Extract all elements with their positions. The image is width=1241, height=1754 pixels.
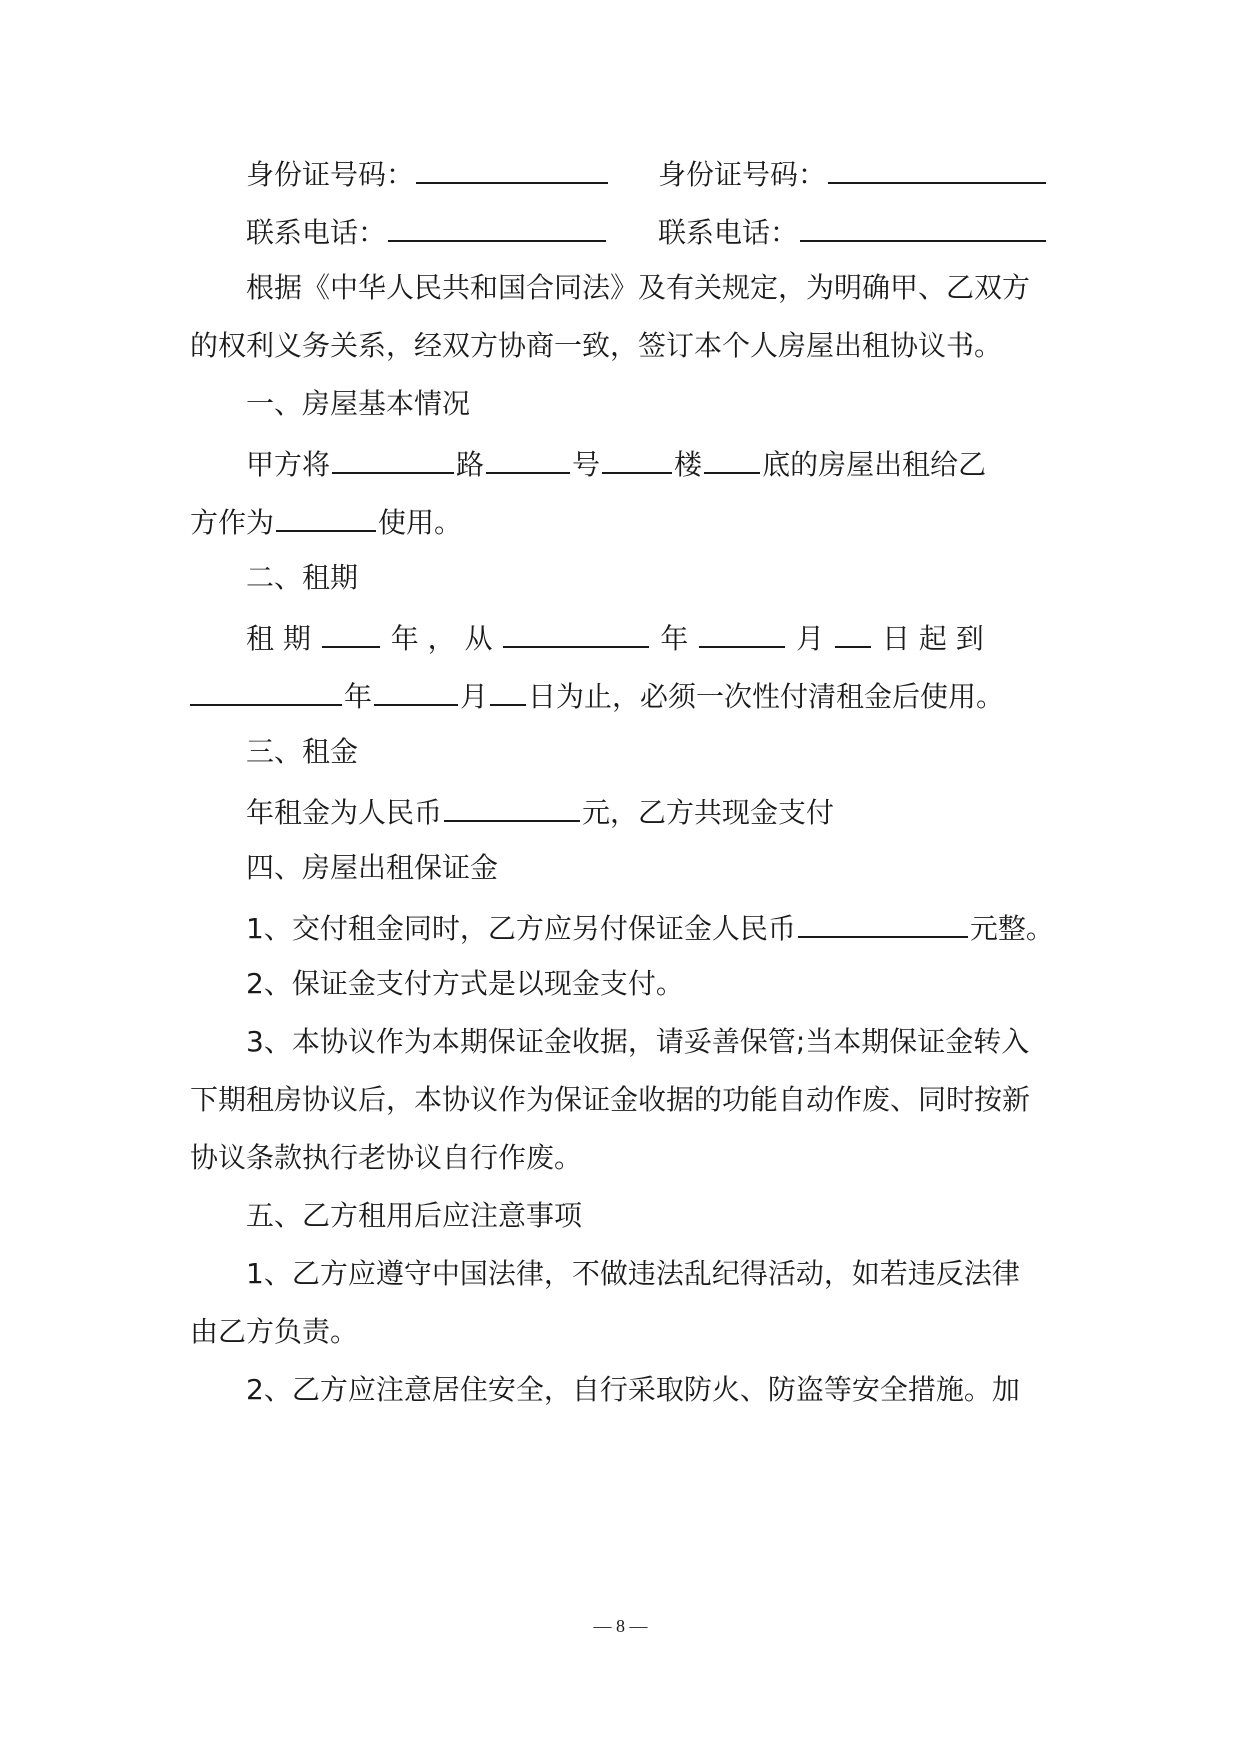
start-day-blank[interactable] — [835, 616, 871, 648]
intro-line-2: 的权利义务关系，经双方协商一致，签订本个人房屋出租协议书。 — [190, 329, 1003, 362]
deposit-amount-blank[interactable] — [798, 906, 968, 938]
annual-rent-blank[interactable] — [444, 790, 580, 822]
term-years-blank[interactable] — [322, 616, 380, 648]
s1-hao: 号 — [572, 448, 601, 481]
section-5-heading: 五、乙方租用后应注意事项 — [246, 1199, 583, 1232]
section-2-line-2 — [190, 674, 1060, 717]
phone-row — [246, 210, 1060, 253]
section-1-line-1 — [246, 442, 1060, 485]
section-4-heading: 四、房屋出租保证金 — [246, 851, 499, 884]
s3-start: 年租金为人民币 — [246, 796, 443, 829]
party-b-phone-label: 联系电话： — [658, 216, 799, 249]
section-5-item-2-line-1: 2、乙方应注意居住安全，自行采取防火、防盗等安全措施。加 — [246, 1373, 1020, 1406]
s2-a: 租 期 — [246, 622, 311, 655]
s1-l2-start: 方作为 — [190, 506, 275, 539]
road-blank[interactable] — [332, 442, 454, 474]
section-1-line-2 — [190, 500, 1060, 543]
s1-l2-end: 使用。 — [378, 506, 463, 539]
section-1-heading: 一、房屋基本情况 — [246, 387, 471, 420]
section-5-item-1-line-2: 由乙方负责。 — [190, 1315, 359, 1348]
s2-c: 年 — [660, 622, 689, 655]
section-3-heading: 三、租金 — [246, 735, 359, 768]
party-a-phone-blank[interactable] — [388, 210, 606, 242]
s1-di: 底的房屋出租给乙 — [762, 448, 987, 481]
s4-i1-end: 元整。 — [969, 912, 1054, 945]
party-b-id-label: 身份证号码： — [658, 158, 827, 191]
section-3-line-1 — [246, 790, 1060, 833]
purpose-blank[interactable] — [276, 500, 376, 532]
section-4-item-1 — [246, 906, 1060, 949]
section-4-item-3-line-1: 3、本协议作为本期保证金收据，请妥善保管;当本期保证金转入 — [246, 1025, 1030, 1058]
s1-lou: 楼 — [674, 448, 703, 481]
s1-start: 甲方将 — [246, 448, 331, 481]
section-2-line-1 — [246, 616, 1060, 659]
end-year-blank[interactable] — [190, 674, 342, 706]
id-number-row — [246, 152, 1060, 195]
s4-i1-start: 1、交付租金同时，乙方应另付保证金人民币 — [246, 912, 796, 945]
section-5-item-1-line-1: 1、乙方应遵守中国法律，不做违法乱纪得活动，如若违反法律 — [246, 1257, 1020, 1290]
party-b-phone-blank[interactable] — [800, 210, 1046, 242]
end-day-blank[interactable] — [490, 674, 526, 706]
section-4-item-3-line-3: 协议条款执行老协议自行作废。 — [190, 1141, 583, 1174]
s2-e: 日 起 到 — [882, 622, 984, 655]
s2-d: 月 — [796, 622, 825, 655]
s2-l2-c: 日为止，必须一次性付清租金后使用。 — [528, 680, 1005, 713]
floor-blank[interactable] — [704, 442, 760, 474]
s2-l2-b: 月 — [460, 680, 489, 713]
number-blank[interactable] — [486, 442, 570, 474]
s1-lu: 路 — [456, 448, 485, 481]
section-2-heading: 二、租期 — [246, 561, 359, 594]
start-month-blank[interactable] — [699, 616, 785, 648]
end-month-blank[interactable] — [374, 674, 458, 706]
s3-end: 元，乙方共现金支付 — [582, 796, 835, 829]
s2-l2-a: 年 — [344, 680, 373, 713]
page-number: — 8 — — [593, 1616, 648, 1636]
section-4-item-3-line-2: 下期租房协议后，本协议作为保证金收据的功能自动作废、同时按新 — [190, 1083, 1031, 1116]
party-a-id-blank[interactable] — [416, 152, 608, 184]
party-b-id-blank[interactable] — [828, 152, 1046, 184]
section-4-item-2: 2、保证金支付方式是以现金支付。 — [246, 967, 684, 1000]
party-a-phone-label: 联系电话： — [246, 216, 387, 249]
building-blank[interactable] — [602, 442, 672, 474]
s2-b: 年 ， 从 — [390, 622, 493, 655]
party-a-id-label: 身份证号码： — [246, 158, 415, 191]
intro-line-1: 根据《中华人民共和国合同法》及有关规定，为明确甲、乙双方 — [246, 271, 1031, 304]
start-year-blank[interactable] — [503, 616, 649, 648]
